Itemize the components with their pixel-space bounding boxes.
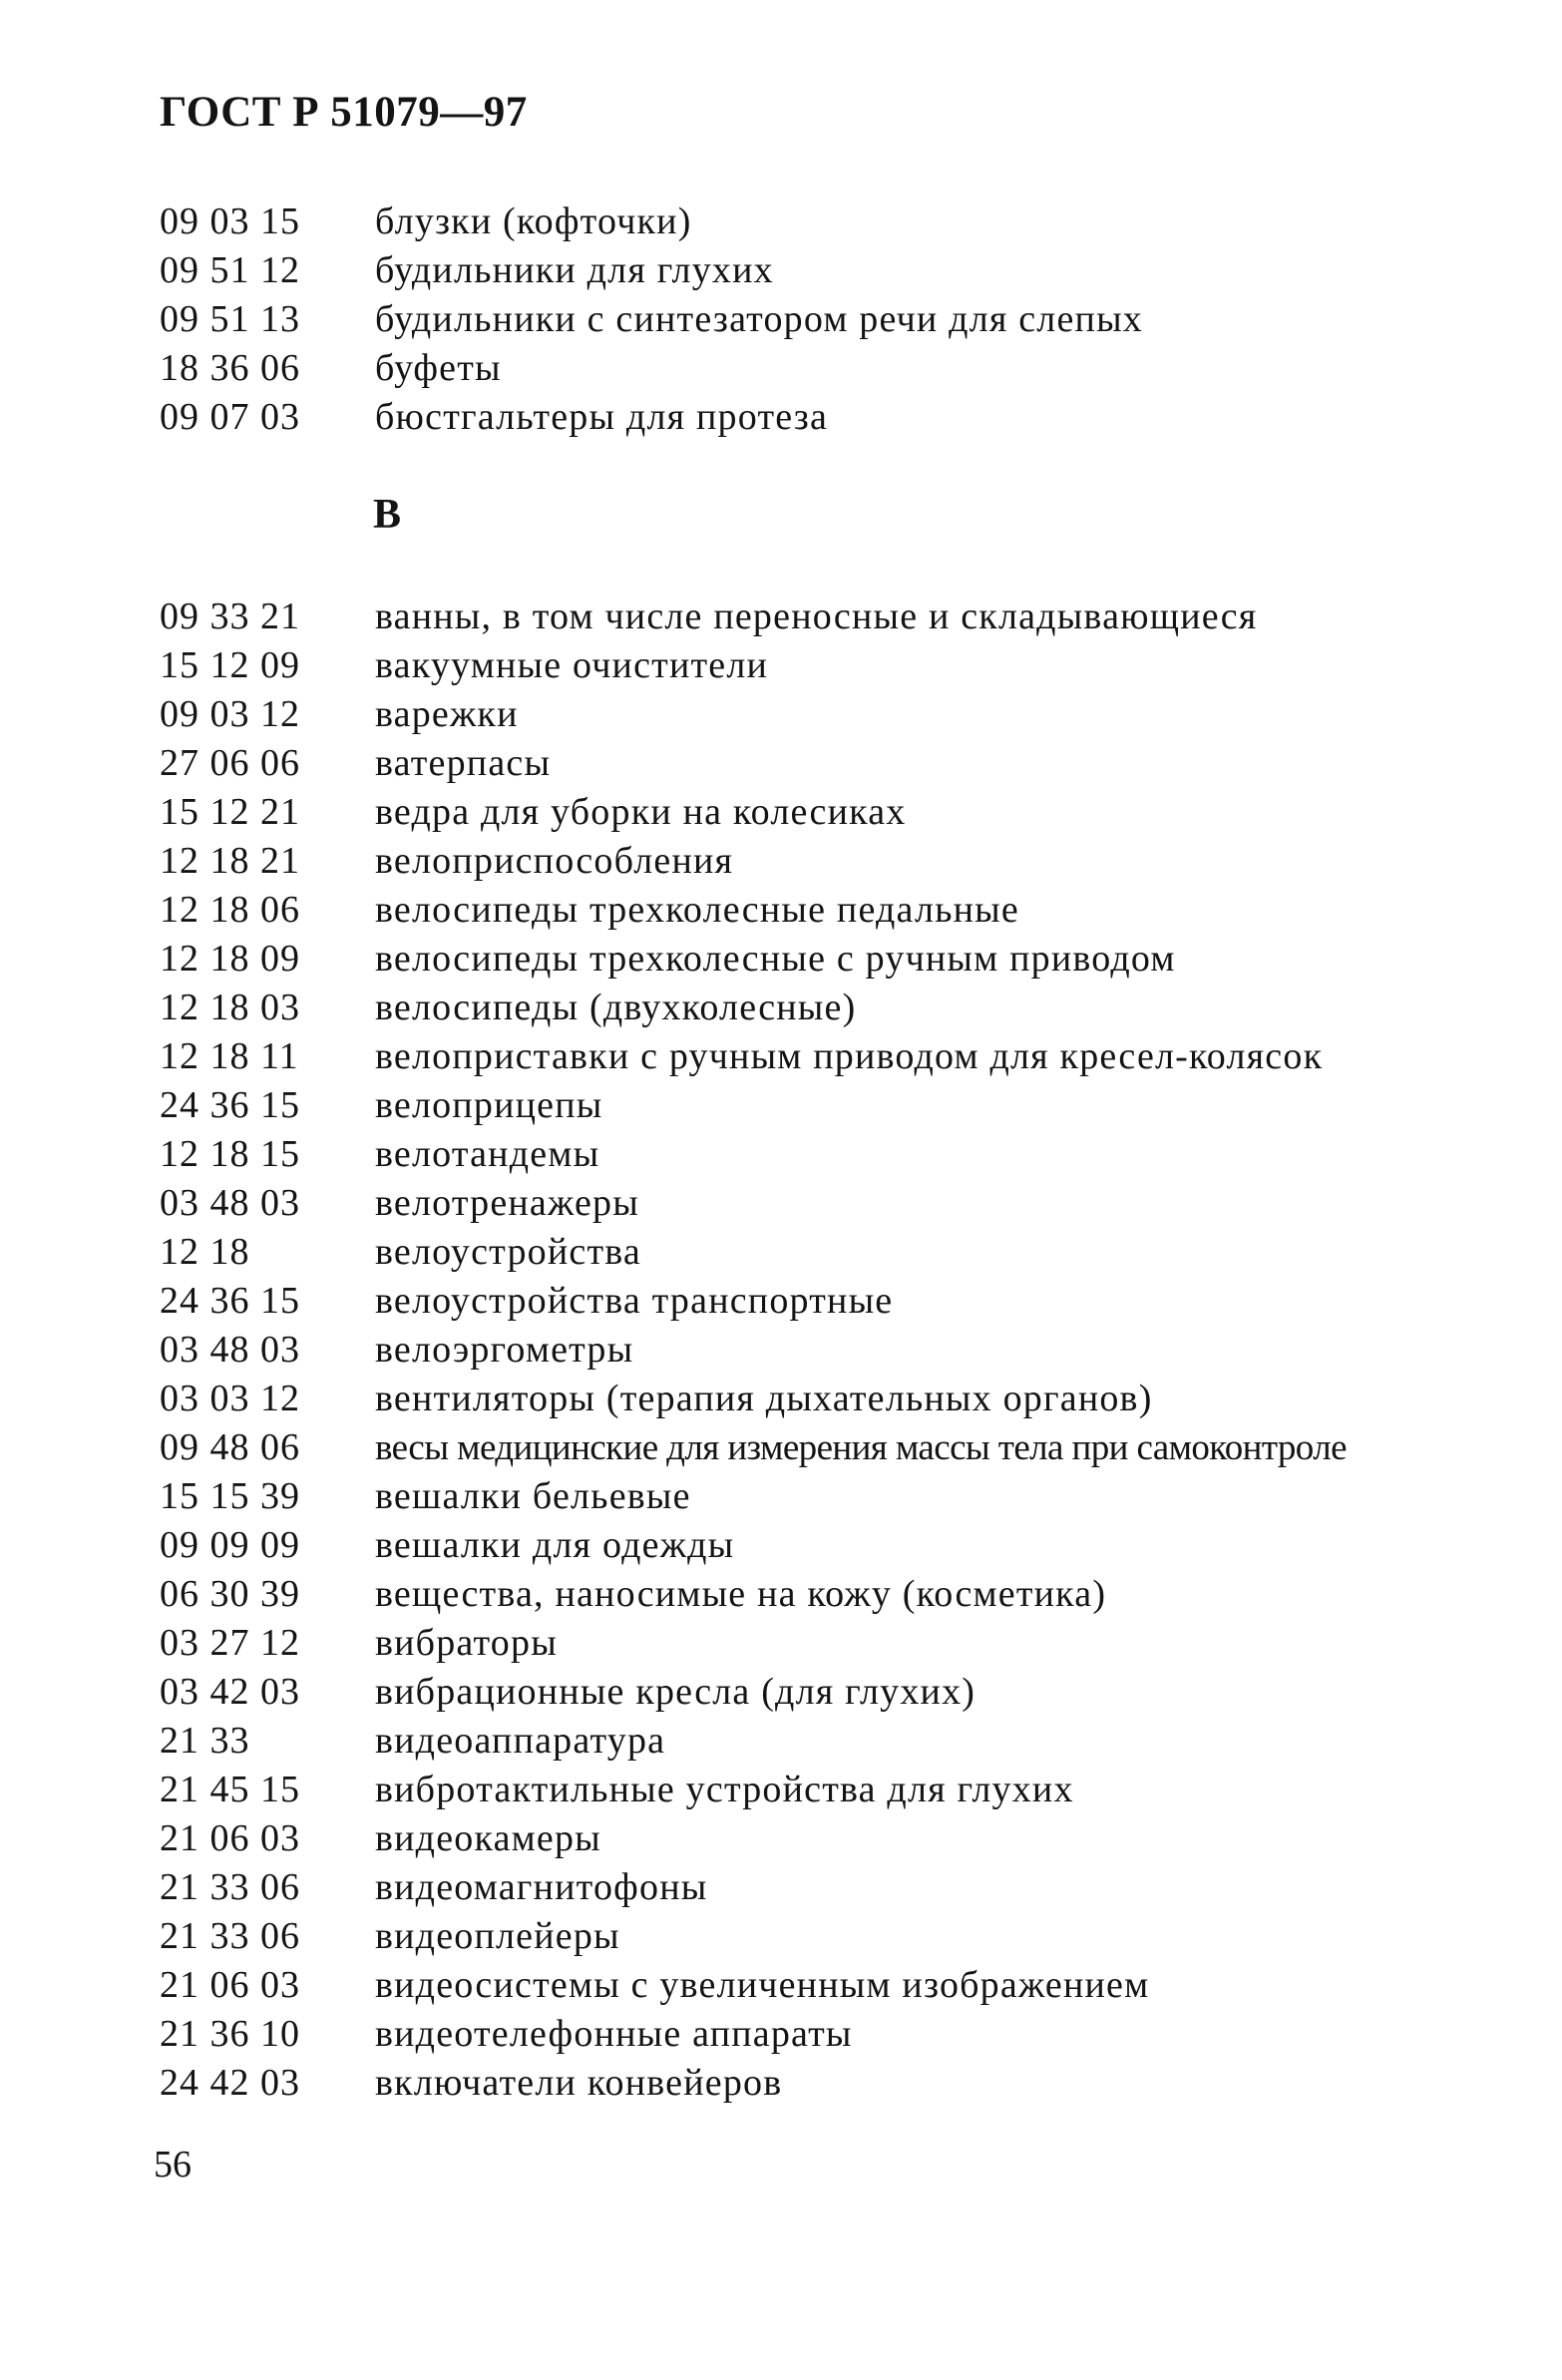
list-item — [160, 1179, 1546, 1228]
list-item — [160, 1570, 1546, 1619]
entry-description: видеоаппаратура — [375, 1720, 666, 1762]
entry-code: 09 48 06 — [160, 1426, 300, 1468]
entry-code: 21 06 03 — [160, 1817, 300, 1859]
entry-description: вибраторы — [375, 1622, 558, 1664]
entry-code: 12 18 06 — [160, 889, 300, 931]
list-item — [160, 1717, 1546, 1766]
list-item — [160, 593, 1546, 641]
entry-description: вибротактильные устройства для глухих — [375, 1769, 1074, 1810]
entry-description: видеокамеры — [375, 1817, 601, 1859]
entry-description: велоустройства — [375, 1231, 641, 1273]
list-item — [160, 1766, 1546, 1814]
entry-code: 21 33 — [160, 1720, 250, 1762]
entry-description: блузки (кофточки) — [375, 200, 692, 242]
entry-description: ведра для уборки на колесиках — [375, 791, 907, 833]
entry-code: 09 51 13 — [160, 298, 300, 340]
entry-code: 24 36 15 — [160, 1280, 300, 1322]
entry-description: вешалки для одежды — [375, 1524, 735, 1566]
entry-code: 03 48 03 — [160, 1182, 300, 1224]
list-item — [160, 1081, 1546, 1130]
entry-code: 21 06 03 — [160, 1964, 300, 2006]
list-item — [160, 2059, 1546, 2108]
entry-code: 24 42 03 — [160, 2062, 300, 2104]
entry-description: вибрационные кресла (для глухих) — [375, 1671, 976, 1713]
list-item — [160, 2010, 1546, 2059]
list-item — [160, 198, 1546, 246]
entry-code: 06 30 39 — [160, 1573, 300, 1615]
entry-description: велоприцепы — [375, 1084, 603, 1126]
entry-description: буфеты — [375, 347, 502, 389]
list-item — [160, 1423, 1546, 1472]
entry-code: 15 12 09 — [160, 644, 300, 686]
list-item — [160, 1277, 1546, 1326]
index-list-b-letter — [160, 198, 1546, 442]
entry-description: велоэргометры — [375, 1329, 634, 1371]
entry-code: 12 18 21 — [160, 840, 300, 882]
standard-title: ГОСТ Р 51079—97 — [160, 89, 528, 136]
entry-code: 15 12 21 — [160, 791, 300, 833]
entry-description: весы медицинские для измерения массы тела при самоконтроле — [375, 1427, 1347, 1468]
entry-code: 21 33 06 — [160, 1915, 300, 1957]
entry-code: 03 48 03 — [160, 1329, 300, 1371]
entry-description: ватерпасы — [375, 742, 552, 784]
section-letter-heading: В — [373, 492, 402, 538]
entry-description: вещества, наносимые на кожу (косметика) — [375, 1573, 1107, 1615]
list-item — [160, 1619, 1546, 1668]
list-item — [160, 1912, 1546, 1961]
entry-code: 12 18 09 — [160, 938, 300, 980]
entry-description: видеомагнитофоны — [375, 1866, 708, 1908]
entry-description: ванны, в том числе переносные и складывающиеся — [375, 595, 1258, 637]
list-item — [160, 1961, 1546, 2010]
entry-code: 12 18 15 — [160, 1133, 300, 1175]
entry-code: 03 27 12 — [160, 1622, 300, 1664]
page-number: 56 — [154, 2144, 192, 2185]
entry-code: 09 03 12 — [160, 693, 300, 735]
list-item — [160, 690, 1546, 739]
entry-description: велосипеды трехколесные педальные — [375, 889, 1019, 931]
entry-code: 09 03 15 — [160, 200, 300, 242]
list-item — [160, 1863, 1546, 1912]
entry-description: вакуумные очистители — [375, 644, 769, 686]
list-item — [160, 886, 1546, 935]
entry-description: варежки — [375, 693, 519, 735]
list-item — [160, 295, 1546, 344]
entry-description: видеотелефонные аппараты — [375, 2013, 853, 2055]
list-item — [160, 641, 1546, 690]
entry-code: 12 18 — [160, 1231, 250, 1273]
entry-code: 21 36 10 — [160, 2013, 300, 2055]
entry-description: велотренажеры — [375, 1182, 639, 1224]
list-item — [160, 1668, 1546, 1717]
entry-description: вентиляторы (терапия дыхательных органов) — [375, 1378, 1153, 1419]
entry-description: видеоплейеры — [375, 1915, 620, 1957]
entry-code: 09 33 21 — [160, 595, 300, 637]
list-item — [160, 1814, 1546, 1863]
list-item — [160, 1375, 1546, 1423]
entry-description: велоустройства транспортные — [375, 1280, 894, 1322]
entry-description: велоприставки с ручным приводом для кресел-колясок — [375, 1035, 1324, 1077]
entry-code: 18 36 06 — [160, 347, 300, 389]
entry-code: 03 42 03 — [160, 1671, 300, 1713]
entry-description: вешалки бельевые — [375, 1475, 691, 1517]
list-item — [160, 1130, 1546, 1179]
list-item — [160, 984, 1546, 1032]
entry-code: 09 09 09 — [160, 1524, 300, 1566]
entry-description: видеосистемы с увеличенным изображением — [375, 1964, 1150, 2006]
entry-description: велосипеды (двухколесные) — [375, 987, 857, 1028]
entry-description: велосипеды трехколесные с ручным приводом — [375, 938, 1176, 980]
list-item — [160, 739, 1546, 788]
entry-code: 21 45 15 — [160, 1769, 300, 1810]
entry-description: велотандемы — [375, 1133, 600, 1175]
entry-description: бюстгальтеры для протеза — [375, 396, 829, 438]
list-item — [160, 788, 1546, 837]
entry-code: 24 36 15 — [160, 1084, 300, 1126]
list-item — [160, 1326, 1546, 1375]
entry-code: 15 15 39 — [160, 1475, 300, 1517]
entry-description: велоприспособления — [375, 840, 734, 882]
list-item — [160, 1521, 1546, 1570]
entry-code: 27 06 06 — [160, 742, 300, 784]
entry-code: 21 33 06 — [160, 1866, 300, 1908]
entry-code: 09 07 03 — [160, 396, 300, 438]
list-item — [160, 393, 1546, 442]
entry-code: 03 03 12 — [160, 1378, 300, 1419]
list-item — [160, 1228, 1546, 1277]
index-list-v-letter — [160, 593, 1546, 2108]
entry-description: будильники с синтезатором речи для слепых — [375, 298, 1143, 340]
entry-code: 12 18 11 — [160, 1035, 299, 1077]
entry-code: 09 51 12 — [160, 249, 300, 291]
entry-code: 12 18 03 — [160, 987, 300, 1028]
list-item — [160, 246, 1546, 295]
list-item — [160, 935, 1546, 984]
list-item — [160, 837, 1546, 886]
list-item — [160, 344, 1546, 393]
entry-description: включатели конвейеров — [375, 2062, 783, 2104]
entry-description: будильники для глухих — [375, 249, 774, 291]
list-item — [160, 1032, 1546, 1081]
list-item — [160, 1472, 1546, 1521]
